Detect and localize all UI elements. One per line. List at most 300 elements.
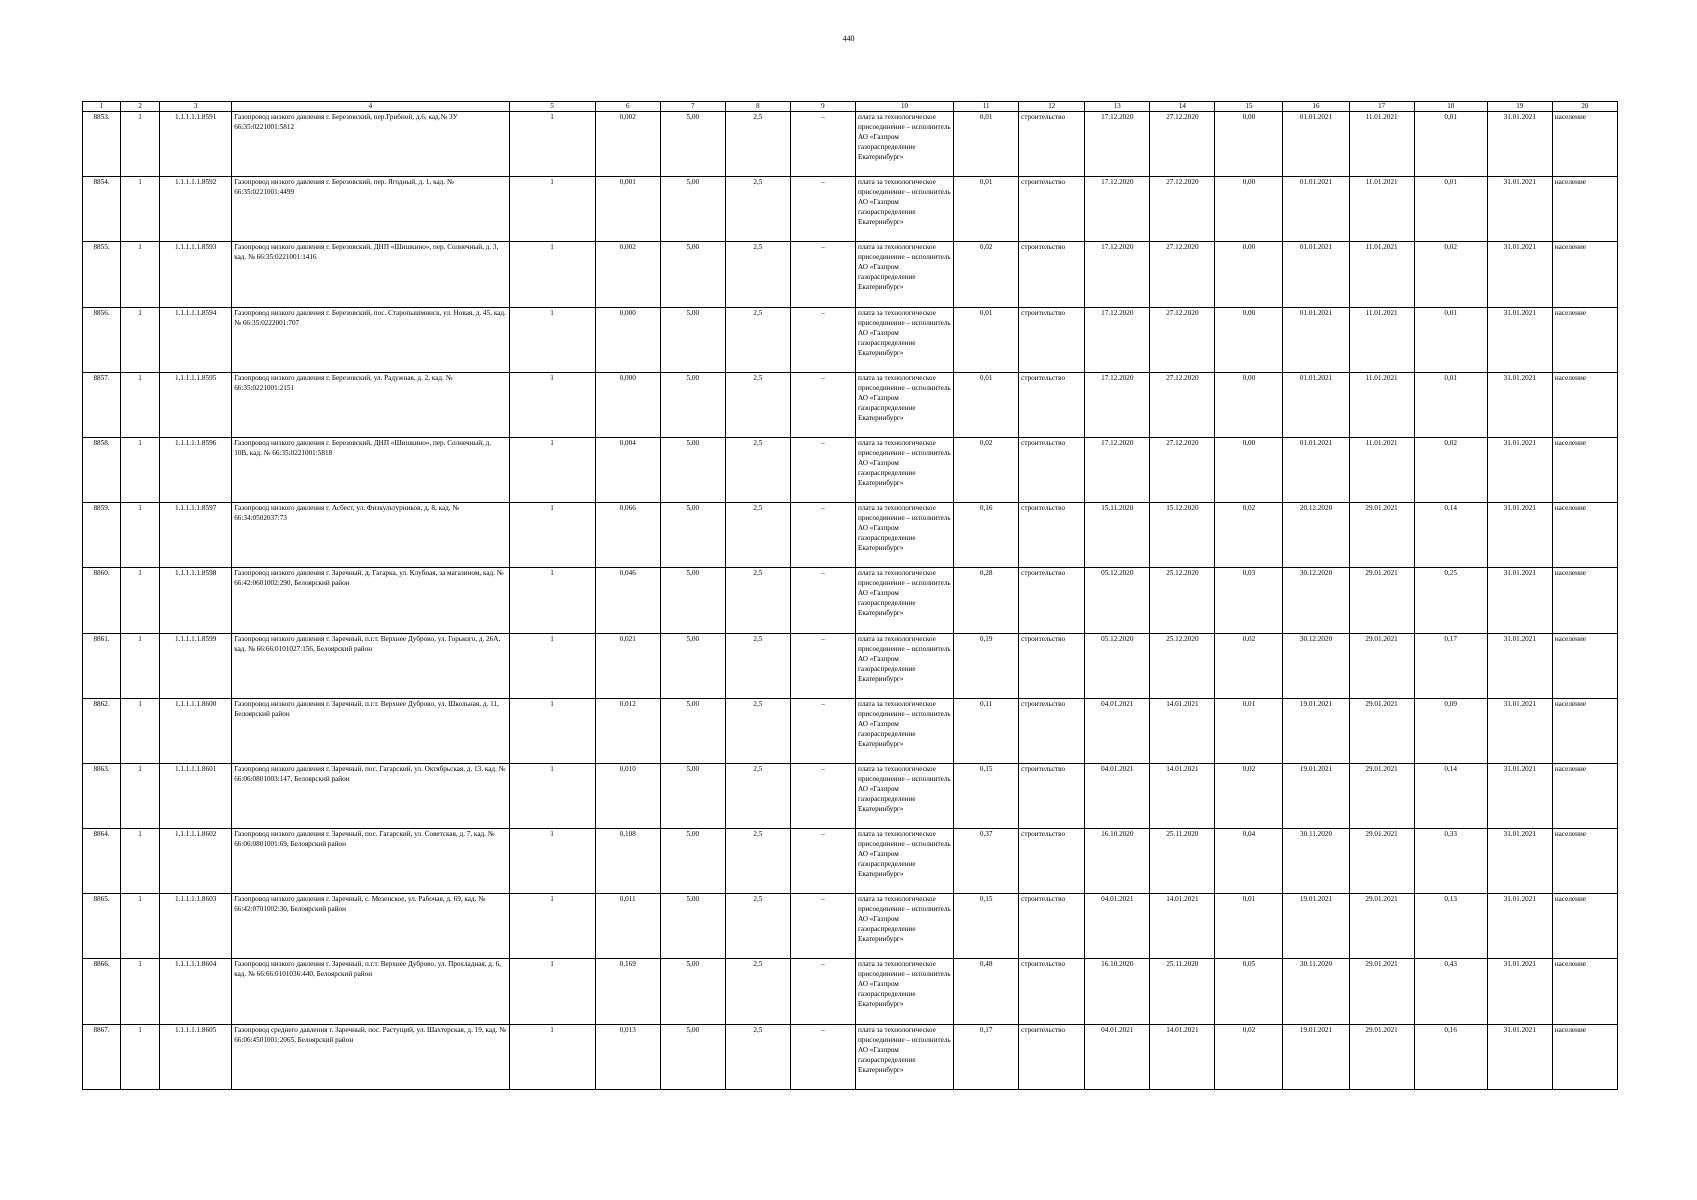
table-cell: 0,14	[1414, 763, 1487, 828]
table-cell: 29.01.2021	[1349, 568, 1414, 633]
table-cell: 1	[121, 633, 160, 698]
table-cell: 0,046	[595, 568, 660, 633]
table-cell: 0,03	[1215, 568, 1283, 633]
table-cell: 5,00	[660, 894, 725, 959]
table-row	[83, 568, 1618, 633]
table-cell: строительство	[1019, 372, 1085, 437]
table-cell: население	[1552, 112, 1617, 177]
table-cell: 5,00	[660, 437, 725, 502]
column-header: 11	[954, 102, 1019, 112]
table-cell: 31.01.2021	[1487, 437, 1552, 502]
table-cell: 0,108	[595, 829, 660, 894]
table-cell: 8857.	[83, 372, 121, 437]
column-header: 16	[1283, 102, 1349, 112]
table-cell: 0,011	[595, 894, 660, 959]
table-cell: 5,00	[660, 568, 725, 633]
table-cell: 1	[509, 1024, 595, 1089]
table-cell: 25.12.2020	[1150, 568, 1215, 633]
table-cell: 19.01.2021	[1283, 894, 1349, 959]
table-cell: 1	[509, 372, 595, 437]
table-cell: Газопровод низкого давления г. Березовский, пер.Грибной, д.6, кад.№ ЗУ 66:35:0221001:5812	[232, 112, 509, 177]
table-cell: Газопровод среднего давления г. Заречный, пос. Растущий, ул. Шахтерская, д. 19, кад. № 66:06:4501001:2065, Белоярский район	[232, 1024, 509, 1089]
table-cell: 1	[121, 894, 160, 959]
table-cell: население	[1552, 894, 1617, 959]
table-cell: 1.1.1.1.1.8604	[160, 959, 232, 1024]
table-cell: 15.11.2020	[1085, 503, 1150, 568]
table-cell: население	[1552, 763, 1617, 828]
column-header: 9	[790, 102, 855, 112]
table-cell: 29.01.2021	[1349, 829, 1414, 894]
table-cell: 0,000	[595, 307, 660, 372]
table-cell: 29.01.2021	[1349, 763, 1414, 828]
page-number: 440	[842, 34, 855, 43]
table-cell: 0,01	[1215, 698, 1283, 763]
table-cell: –	[790, 633, 855, 698]
table-cell: 2,5	[725, 372, 790, 437]
table-cell: 31.01.2021	[1487, 829, 1552, 894]
table-cell: население	[1552, 698, 1617, 763]
table-cell: 19.01.2021	[1283, 698, 1349, 763]
table-cell: 1	[509, 503, 595, 568]
table-cell: 8858.	[83, 437, 121, 502]
table-cell: 0,02	[1215, 763, 1283, 828]
table-cell: население	[1552, 568, 1617, 633]
table-cell: 1.1.1.1.1.8605	[160, 1024, 232, 1089]
table-cell: 5,00	[660, 112, 725, 177]
table-cell: 30.12.2020	[1283, 633, 1349, 698]
table-cell: население	[1552, 829, 1617, 894]
table-cell: 0,066	[595, 503, 660, 568]
table-cell: 25.11.2020	[1150, 829, 1215, 894]
table-cell: 0,00	[1215, 242, 1283, 307]
table-cell: 0,14	[1414, 503, 1487, 568]
table-cell: Газопровод низкого давления г. Березовский, ДНП «Шишкино», пер. Солнечный, д. 10В, кад. № 66:35:0221001:5818	[232, 437, 509, 502]
table-cell: строительство	[1019, 177, 1085, 242]
table-cell: 1.1.1.1.1.8603	[160, 894, 232, 959]
table-cell: 0,021	[595, 633, 660, 698]
table-cell: Газопровод низкого давления г. Березовский, ул. Радужная, д. 2, кад. № 66:35:0221001:2151	[232, 372, 509, 437]
table-cell: 1	[509, 242, 595, 307]
table-cell: 20.12.2020	[1283, 503, 1349, 568]
table-cell: 0,00	[1215, 437, 1283, 502]
table-cell: 04.01.2021	[1085, 894, 1150, 959]
table-cell: 25.11.2020	[1150, 959, 1215, 1024]
table-cell: население	[1552, 1024, 1617, 1089]
table-body	[83, 112, 1618, 1090]
table-cell: 11.01.2021	[1349, 437, 1414, 502]
table-cell: 8862.	[83, 698, 121, 763]
column-header: 12	[1019, 102, 1085, 112]
table-cell: 0,48	[954, 959, 1019, 1024]
table-cell: 2,5	[725, 177, 790, 242]
table-cell: 27.12.2020	[1150, 307, 1215, 372]
table-cell: 5,00	[660, 503, 725, 568]
column-header: 1	[83, 102, 121, 112]
table-cell: 29.01.2021	[1349, 894, 1414, 959]
table-cell: 0,43	[1414, 959, 1487, 1024]
table-cell: 0,05	[1215, 959, 1283, 1024]
table-row	[83, 112, 1618, 177]
table-cell: 0,004	[595, 437, 660, 502]
table-row	[83, 894, 1618, 959]
table-cell: Газопровод низкого давления г. Заречный, п.г.т. Верхнее Дуброво, ул. Школьная, д. 11, Белоярский район	[232, 698, 509, 763]
table-cell: 0,01	[1215, 894, 1283, 959]
table-cell: 0,01	[954, 307, 1019, 372]
table-cell: 0,01	[954, 112, 1019, 177]
table-cell: 17.12.2020	[1085, 112, 1150, 177]
table-cell: 1.1.1.1.1.8602	[160, 829, 232, 894]
table-cell: 05.12.2020	[1085, 633, 1150, 698]
table-cell: 1.1.1.1.1.8594	[160, 307, 232, 372]
table-row	[83, 959, 1618, 1024]
column-header: 6	[595, 102, 660, 112]
table-cell: 31.01.2021	[1487, 1024, 1552, 1089]
table-cell: 14.01.2021	[1150, 698, 1215, 763]
table-cell: 04.01.2021	[1085, 763, 1150, 828]
table-cell: 31.01.2021	[1487, 307, 1552, 372]
table-row	[83, 307, 1618, 372]
table-cell: 0,169	[595, 959, 660, 1024]
table-cell: 31.01.2021	[1487, 959, 1552, 1024]
table-cell: 31.01.2021	[1487, 242, 1552, 307]
table-cell: 1	[121, 829, 160, 894]
table-cell: Газопровод низкого давления г. Заречный, пос. Гагарский, ул. Октябрьская, д. 13, кад. № 66:06:0801003:147, Белоярский район	[232, 763, 509, 828]
table-cell: 0,17	[1414, 633, 1487, 698]
table-cell: 31.01.2021	[1487, 763, 1552, 828]
table-cell: население	[1552, 959, 1617, 1024]
table-cell: 19.01.2021	[1283, 1024, 1349, 1089]
table-cell: 1	[121, 503, 160, 568]
table-cell: –	[790, 894, 855, 959]
table-cell: 31.01.2021	[1487, 633, 1552, 698]
table-cell: 30.12.2020	[1283, 568, 1349, 633]
table-cell: 01.01.2021	[1283, 372, 1349, 437]
table-cell: 0,02	[1215, 633, 1283, 698]
table-cell: 0,01	[1414, 307, 1487, 372]
table-cell: 8864.	[83, 829, 121, 894]
table-cell: –	[790, 242, 855, 307]
table-cell: Газопровод низкого давления г. Асбест, ул. Физкультурников, д. 8, кад. № 66:34:0502037:73	[232, 503, 509, 568]
table-cell: строительство	[1019, 503, 1085, 568]
table-cell: 5,00	[660, 242, 725, 307]
table-cell: –	[790, 503, 855, 568]
table-cell: 27.12.2020	[1150, 242, 1215, 307]
column-header: 10	[855, 102, 953, 112]
column-header: 14	[1150, 102, 1215, 112]
table-cell: 5,00	[660, 959, 725, 1024]
table-cell: 01.01.2021	[1283, 112, 1349, 177]
table-cell: 0,04	[1215, 829, 1283, 894]
table-cell: 14.01.2021	[1150, 894, 1215, 959]
table-cell: строительство	[1019, 568, 1085, 633]
column-header: 7	[660, 102, 725, 112]
table-cell: плата за технологическое присоединение – исполнитель АО «Газпром газораспределение Екатеринбург»	[855, 633, 953, 698]
table-cell: 29.01.2021	[1349, 698, 1414, 763]
table-cell: 1	[509, 959, 595, 1024]
table-cell: 01.01.2021	[1283, 307, 1349, 372]
table-cell: 31.01.2021	[1487, 177, 1552, 242]
table-cell: –	[790, 177, 855, 242]
table-cell: 5,00	[660, 698, 725, 763]
table-cell: 1	[509, 763, 595, 828]
table-cell: 5,00	[660, 372, 725, 437]
table-cell: 1	[509, 307, 595, 372]
table-cell: 11.01.2021	[1349, 177, 1414, 242]
column-header: 19	[1487, 102, 1552, 112]
table-cell: Газопровод низкого давления г. Березовский, пос. Старопышминск, ул. Новая, д. 45, кад. № 66:35:0222001:707	[232, 307, 509, 372]
table-cell: 27.12.2020	[1150, 112, 1215, 177]
table-cell: 0,15	[954, 894, 1019, 959]
table-cell: 8853.	[83, 112, 121, 177]
table-cell: 2,5	[725, 894, 790, 959]
table-cell: 11.01.2021	[1349, 307, 1414, 372]
table-cell: 0,37	[954, 829, 1019, 894]
table-cell: 0,16	[954, 503, 1019, 568]
table-cell: 0,00	[1215, 112, 1283, 177]
table-cell: –	[790, 829, 855, 894]
table-cell: –	[790, 763, 855, 828]
table-cell: 17.12.2020	[1085, 437, 1150, 502]
table-cell: плата за технологическое присоединение – исполнитель АО «Газпром газораспределение Екатеринбург»	[855, 568, 953, 633]
table-cell: население	[1552, 177, 1617, 242]
table-cell: 1	[121, 568, 160, 633]
table-cell: 31.01.2021	[1487, 568, 1552, 633]
table-cell: 0,013	[595, 1024, 660, 1089]
table-cell: 0,25	[1414, 568, 1487, 633]
table-cell: 0,01	[1414, 177, 1487, 242]
table-cell: 17.12.2020	[1085, 242, 1150, 307]
table-cell: население	[1552, 633, 1617, 698]
table-cell: Газопровод низкого давления г. Березовский, пер. Ягодный, д. 1, кад. № 66:35:0221001:4499	[232, 177, 509, 242]
table-cell: 17.12.2020	[1085, 372, 1150, 437]
table-cell: 14.01.2021	[1150, 1024, 1215, 1089]
column-header: 2	[121, 102, 160, 112]
table-cell: 8863.	[83, 763, 121, 828]
table-cell: 0,02	[1414, 242, 1487, 307]
table-cell: 0,02	[954, 437, 1019, 502]
table-cell: 0,02	[1215, 503, 1283, 568]
table-cell: 0,15	[954, 763, 1019, 828]
table-cell: 0,002	[595, 242, 660, 307]
table-cell: 2,5	[725, 698, 790, 763]
table-cell: –	[790, 568, 855, 633]
table-cell: 8866.	[83, 959, 121, 1024]
table-cell: 2,5	[725, 959, 790, 1024]
table-cell: 1	[509, 633, 595, 698]
table-cell: 1	[509, 112, 595, 177]
table-cell: 8867.	[83, 1024, 121, 1089]
table-cell: 8859.	[83, 503, 121, 568]
table-cell: плата за технологическое присоединение – исполнитель АО «Газпром газораспределение Екатеринбург»	[855, 372, 953, 437]
table-cell: –	[790, 437, 855, 502]
table-cell: 0,13	[1414, 894, 1487, 959]
table-cell: 0,01	[1414, 372, 1487, 437]
table-cell: 1	[121, 1024, 160, 1089]
table-cell: 0,16	[1414, 1024, 1487, 1089]
table-cell: плата за технологическое присоединение – исполнитель АО «Газпром газораспределение Екатеринбург»	[855, 829, 953, 894]
table-row	[83, 829, 1618, 894]
table-cell: 8861.	[83, 633, 121, 698]
table-cell: 29.01.2021	[1349, 959, 1414, 1024]
table-cell: строительство	[1019, 894, 1085, 959]
table-cell: 16.10.2020	[1085, 959, 1150, 1024]
table-cell: Газопровод низкого давления г. Березовский, ДНП «Шишкино», пер. Солнечный, д. 3, кад. № 66:35:0221001:1416	[232, 242, 509, 307]
column-header: 15	[1215, 102, 1283, 112]
table-row	[83, 503, 1618, 568]
table-cell: 0,17	[954, 1024, 1019, 1089]
table-cell: 0,010	[595, 763, 660, 828]
table-cell: 0,01	[954, 177, 1019, 242]
table-row	[83, 437, 1618, 502]
table-cell: 2,5	[725, 568, 790, 633]
table-cell: население	[1552, 503, 1617, 568]
table-cell: 2,5	[725, 242, 790, 307]
table-cell: 1.1.1.1.1.8592	[160, 177, 232, 242]
table-cell: 0,09	[1414, 698, 1487, 763]
table-cell: 31.01.2021	[1487, 894, 1552, 959]
table-cell: 5,00	[660, 1024, 725, 1089]
table-cell: 2,5	[725, 307, 790, 372]
table-cell: 1	[121, 242, 160, 307]
table-cell: 27.12.2020	[1150, 437, 1215, 502]
table-cell: строительство	[1019, 763, 1085, 828]
table-row	[83, 372, 1618, 437]
table-cell: 1.1.1.1.1.8600	[160, 698, 232, 763]
table-cell: –	[790, 112, 855, 177]
table-cell: 5,00	[660, 829, 725, 894]
table-cell: 17.12.2020	[1085, 177, 1150, 242]
table-cell: 1.1.1.1.1.8591	[160, 112, 232, 177]
table-cell: плата за технологическое присоединение – исполнитель АО «Газпром газораспределение Екатеринбург»	[855, 503, 953, 568]
column-header: 3	[160, 102, 232, 112]
table-cell: 8854.	[83, 177, 121, 242]
table-cell: 5,00	[660, 307, 725, 372]
table-cell: 11.01.2021	[1349, 242, 1414, 307]
table-cell: 1	[509, 894, 595, 959]
table-cell: население	[1552, 372, 1617, 437]
table-cell: население	[1552, 242, 1617, 307]
table-cell: 2,5	[725, 633, 790, 698]
table-cell: 1.1.1.1.1.8598	[160, 568, 232, 633]
table-cell: плата за технологическое присоединение – исполнитель АО «Газпром газораспределение Екатеринбург»	[855, 307, 953, 372]
table-row	[83, 1024, 1618, 1089]
table-row	[83, 763, 1618, 828]
table-cell: строительство	[1019, 959, 1085, 1024]
table-cell: строительство	[1019, 633, 1085, 698]
table-cell: 31.01.2021	[1487, 503, 1552, 568]
table-cell: 1	[509, 568, 595, 633]
table-cell: 1	[121, 698, 160, 763]
table-cell: строительство	[1019, 437, 1085, 502]
table-cell: население	[1552, 307, 1617, 372]
table-cell: Газопровод низкого давления г. Заречный, пос. Гагарский, ул. Советская, д. 7, кад. № 66:06:0801001:69, Белоярский район	[232, 829, 509, 894]
table-cell: 30.11.2020	[1283, 959, 1349, 1024]
table-cell: 29.01.2021	[1349, 633, 1414, 698]
table-cell: 16.10.2020	[1085, 829, 1150, 894]
column-header: 20	[1552, 102, 1617, 112]
table-cell: 2,5	[725, 112, 790, 177]
table-cell: население	[1552, 437, 1617, 502]
table-cell: 8860.	[83, 568, 121, 633]
table-cell: 1	[509, 829, 595, 894]
table-cell: 0,33	[1414, 829, 1487, 894]
table-cell: 0,000	[595, 372, 660, 437]
table-cell: Газопровод низкого давления г. Заречный, п.г.т. Верхнее Дуброво, ул. Прохладная, д. 6, кад. № 66:66:0101036:440, Белоярский район	[232, 959, 509, 1024]
table-cell: Газопровод низкого давления г. Заречный, с. Мезенское, ул. Рабочая, д. 69, кад. № 66:42:0701002:30, Белоярский район	[232, 894, 509, 959]
table-cell: 01.01.2021	[1283, 177, 1349, 242]
table-cell: 0,01	[954, 372, 1019, 437]
table-cell: 0,002	[595, 112, 660, 177]
table-cell: плата за технологическое присоединение – исполнитель АО «Газпром газораспределение Екатеринбург»	[855, 177, 953, 242]
table-cell: строительство	[1019, 242, 1085, 307]
table-cell: 01.01.2021	[1283, 242, 1349, 307]
table-cell: 01.01.2021	[1283, 437, 1349, 502]
table-cell: 0,11	[954, 698, 1019, 763]
table-cell: 29.01.2021	[1349, 503, 1414, 568]
table-cell: 31.01.2021	[1487, 372, 1552, 437]
table-cell: плата за технологическое присоединение – исполнитель АО «Газпром газораспределение Екатеринбург»	[855, 763, 953, 828]
table-cell: 2,5	[725, 829, 790, 894]
table-cell: 0,00	[1215, 307, 1283, 372]
table-cell: 11.01.2021	[1349, 372, 1414, 437]
table-cell: 27.12.2020	[1150, 372, 1215, 437]
table-cell: 1.1.1.1.1.8601	[160, 763, 232, 828]
table-cell: 1	[121, 437, 160, 502]
table-cell: Газопровод низкого давления г. Заречный, д. Гагарка, ул. Клубная, за магазином, кад. № 66:42:0601002:290, Белоярский район	[232, 568, 509, 633]
table-row	[83, 633, 1618, 698]
table-row	[83, 698, 1618, 763]
table-cell: –	[790, 959, 855, 1024]
table-cell: плата за технологическое присоединение – исполнитель АО «Газпром газораспределение Екатеринбург»	[855, 112, 953, 177]
column-header: 8	[725, 102, 790, 112]
table-cell: 8856.	[83, 307, 121, 372]
table-cell: Газопровод низкого давления г. Заречный, п.г.т. Верхнее Дуброво, ул. Горького, д. 26А, кад. № 66:66:0101027:156, Белоярский район	[232, 633, 509, 698]
table-cell: плата за технологическое присоединение – исполнитель АО «Газпром газораспределение Екатеринбург»	[855, 894, 953, 959]
table-cell: 25.12.2020	[1150, 633, 1215, 698]
table-cell: 2,5	[725, 503, 790, 568]
table-cell: –	[790, 307, 855, 372]
table-cell: плата за технологическое присоединение – исполнитель АО «Газпром газораспределение Екатеринбург»	[855, 698, 953, 763]
column-header: 17	[1349, 102, 1414, 112]
table-cell: плата за технологическое присоединение – исполнитель АО «Газпром газораспределение Екатеринбург»	[855, 437, 953, 502]
table-row	[83, 242, 1618, 307]
table-cell: строительство	[1019, 112, 1085, 177]
table-cell: 5,00	[660, 633, 725, 698]
table-cell: 14.01.2021	[1150, 763, 1215, 828]
table-cell: 1.1.1.1.1.8593	[160, 242, 232, 307]
table-cell: 0,02	[954, 242, 1019, 307]
table-cell: 0,012	[595, 698, 660, 763]
table-header	[83, 102, 1618, 112]
table-cell: 5,00	[660, 177, 725, 242]
table-cell: 8865.	[83, 894, 121, 959]
table-cell: 1.1.1.1.1.8597	[160, 503, 232, 568]
table-cell: –	[790, 1024, 855, 1089]
table-cell: строительство	[1019, 1024, 1085, 1089]
table-cell: 29.01.2021	[1349, 1024, 1414, 1089]
column-header: 4	[232, 102, 509, 112]
table-cell: 2,5	[725, 437, 790, 502]
table-cell: 19.01.2021	[1283, 763, 1349, 828]
table-cell: 1.1.1.1.1.8595	[160, 372, 232, 437]
table-cell: строительство	[1019, 698, 1085, 763]
table-cell: 04.01.2021	[1085, 698, 1150, 763]
table-cell: плата за технологическое присоединение – исполнитель АО «Газпром газораспределение Екатеринбург»	[855, 242, 953, 307]
table-cell: 1	[121, 372, 160, 437]
table-cell: 2,5	[725, 763, 790, 828]
table-cell: строительство	[1019, 307, 1085, 372]
table-cell: 0,01	[1414, 112, 1487, 177]
